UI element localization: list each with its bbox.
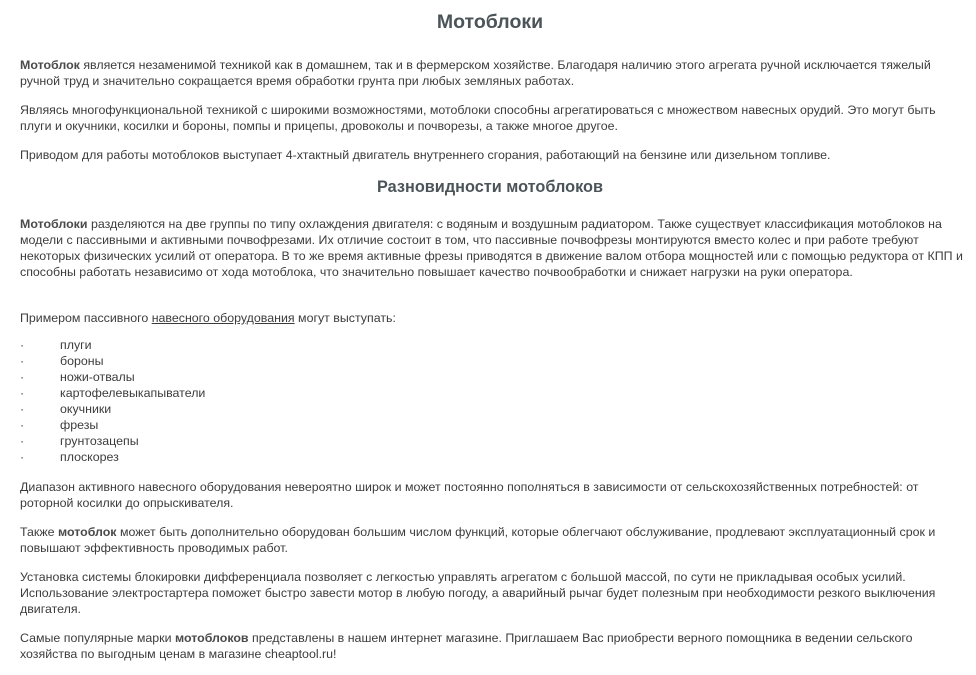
functions-suffix: может быть дополнительно оборудован большим числом функций, которые облегчают обслуживание, продлевают эксплуатационный срок и повышают эффективность проводимых работ.	[20, 525, 936, 555]
example-prefix: Примером пассивного	[20, 311, 152, 325]
brands-prefix: Самые популярные марки	[20, 631, 175, 645]
list-item	[20, 449, 420, 465]
paragraph-attachments: Являясь многофункциональной техникой с широкими возможностями, мотоблоки способны агрегатироваться с множеством навесных орудий. Это могут быть плуги и окучники, косилки и бороны, помпы и прицепы, дровоколы и почворезы, а также многое другое.	[20, 103, 936, 133]
attachments-link[interactable]: навесного оборудования	[151, 311, 295, 325]
paragraph-range: Диапазон активного навесного оборудования невероятно широк и может постоянно пополняться в зависимости от сельскохозяйственных потребностей: от роторной косилки до опрыскивателя.	[20, 480, 919, 510]
paragraph-engine: Приводом для работы мотоблоков выступает 4-хтактный двигатель внутреннего сгорания, работающий на бензине или дизельном топливе.	[20, 148, 831, 162]
page-title: Мотоблоки	[436, 11, 544, 33]
intro-bold: Мотоблок	[20, 58, 80, 72]
bullet-marker: ·	[20, 418, 25, 432]
types-text: разделяются на две группы по типу охлаждения двигателя: с водяным и воздушным радиатором. Также существует классификация мотоблоков на модели с пассивными и активными почвофрезами. Их отличие состоит в том, что пассивные почвофрезы монтируются вместо колес и при работе требуют некоторых физических усилий от оператора. В то же время активные фрезы приводятся в движение валом отбора мощностей или с помощью редуктора от КПП и способны работать независимо от хода мотоблока, что значительно повышает качество почвообработки и снижает нагрузки на руки оператора.	[20, 217, 963, 279]
intro-paragraph	[20, 57, 965, 89]
list-item	[20, 353, 420, 369]
paragraph-brands	[20, 630, 965, 662]
list-item	[20, 433, 420, 449]
functions-prefix: Также	[20, 525, 58, 539]
brands-bold: мотоблоков	[174, 631, 249, 645]
list-item	[20, 417, 420, 433]
list-item-text: бороны	[60, 354, 104, 368]
list-item	[20, 401, 420, 417]
paragraph-functions	[20, 524, 965, 556]
list-item-text: грунтозацепы	[60, 434, 139, 448]
bullet-marker: ·	[20, 338, 25, 352]
list-item	[20, 369, 420, 385]
list-item-text: картофелевыкапыватели	[60, 386, 206, 400]
bullet-marker: ·	[20, 354, 25, 368]
equipment-list	[20, 337, 420, 465]
paragraph-types	[20, 216, 965, 280]
list-item-text: ножи-отвалы	[60, 370, 135, 384]
bullet-marker: ·	[20, 386, 25, 400]
list-item-text: плуги	[60, 338, 92, 352]
bullet-marker: ·	[20, 434, 25, 448]
example-suffix: могут выступать:	[294, 311, 396, 325]
functions-bold: мотоблок	[57, 525, 117, 539]
section-heading: Разновидности мотоблоков	[377, 178, 603, 196]
list-item	[20, 337, 420, 353]
list-item	[20, 385, 420, 401]
paragraph-install: Установка системы блокировки дифференциала позволяет с легкостью управлять агрегатом с большой массой, по сути не прикладывая особых усилий. Использование электростартера поможет быстро завести мотор в любую погоду, а аварийный рычаг будет полезным при необходимости резкого выключения двигателя.	[20, 570, 936, 616]
list-item-text: фрезы	[60, 418, 99, 432]
intro-text: является незаменимой техникой как в домашнем, так и в фермерском хозяйстве. Благодаря наличию этого агрегата ручной исключается тяжелый ручной труд и значительно сокращается время обработки грунта при любых земляных работах.	[20, 58, 931, 88]
brands-suffix: представлены в нашем интернет магазине. Приглашаем Вас приобрести верного помощника в ведении сельского хозяйства по выгодным ценам в магазине cheaptool.ru!	[20, 631, 913, 661]
list-item-text: окучники	[60, 402, 112, 416]
list-item-text: плоскорез	[60, 450, 119, 464]
bullet-marker: ·	[20, 370, 25, 384]
types-bold: Мотоблоки	[20, 217, 88, 231]
bullet-marker: ·	[20, 450, 25, 464]
paragraph-example	[20, 310, 965, 326]
bullet-marker: ·	[20, 402, 25, 416]
